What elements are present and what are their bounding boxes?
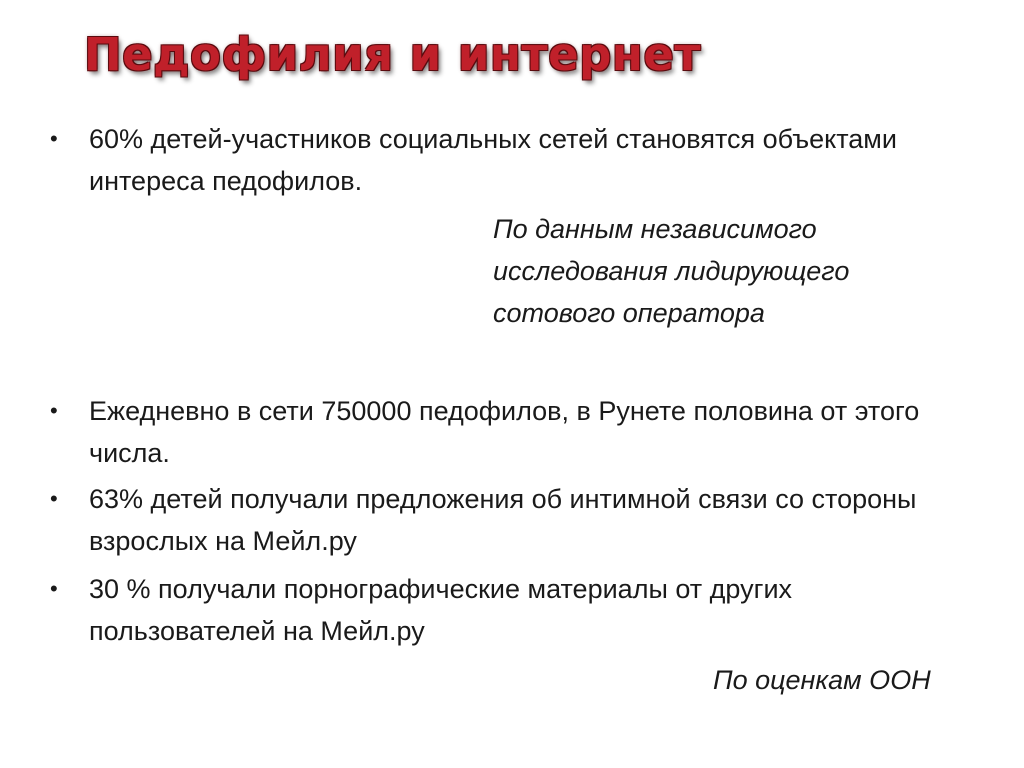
slide-title: Педофилия и интернет (84, 28, 701, 81)
bullet-text: 30 % получали порнографические материалы от других пользователей на Мейл.ру (89, 574, 793, 646)
bullet-text: 60% детей-участников социальных сетей становятся объектами интереса педофилов. (89, 124, 897, 196)
bullet-icon: • (50, 486, 58, 511)
bullet-icon: • (50, 126, 58, 151)
bullet-icon: • (50, 398, 58, 423)
bullet-icon: • (50, 576, 58, 601)
bullet-text: 63% детей получали предложения об интимной связи со стороны взрослых на Мейл.ру (89, 484, 917, 556)
source-note-un: По оценкам ООН (713, 665, 931, 695)
bullet-item (50, 390, 960, 474)
bullet-text: Ежедневно в сети 750000 педофилов, в Рунете половина от этого числа. (89, 396, 920, 468)
bullet-item (50, 118, 960, 202)
bullet-item (50, 568, 960, 652)
source-note-mobile-operator: По данным независимого исследования лидирующего сотового оператора (493, 214, 850, 328)
bullet-item (50, 478, 960, 562)
